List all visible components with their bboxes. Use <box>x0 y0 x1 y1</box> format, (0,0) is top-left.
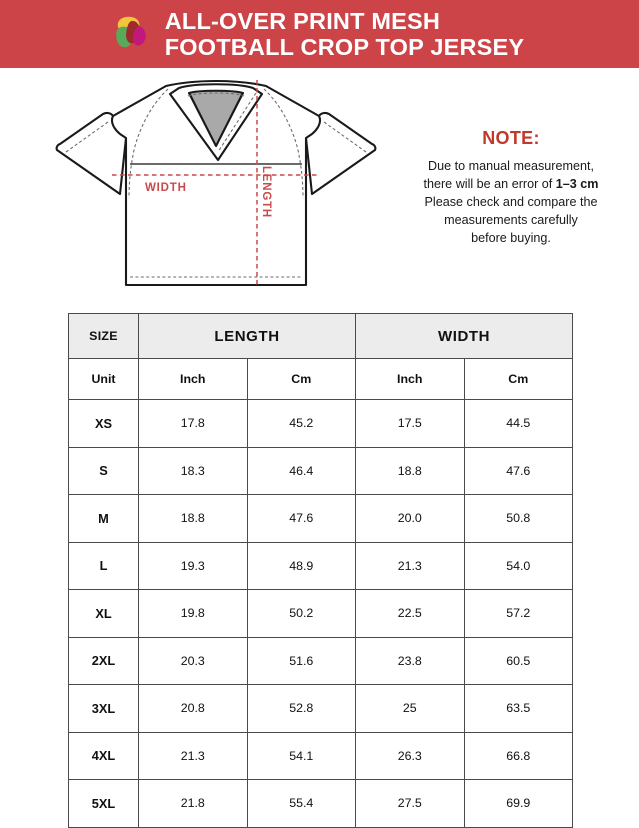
cell-size: XS <box>69 400 139 448</box>
title-line-2: FOOTBALL CROP TOP JERSEY <box>164 34 525 60</box>
cell-width-inch: 18.8 <box>356 447 465 495</box>
header-length: LENGTH <box>139 314 356 359</box>
cell-size: M <box>69 495 139 543</box>
colored-petals-logo-icon <box>107 11 153 57</box>
cell-width-inch: 22.5 <box>356 590 465 638</box>
cell-width-cm: 69.9 <box>464 780 573 828</box>
header-banner <box>0 0 639 68</box>
cell-size: 2XL <box>69 637 139 685</box>
cell-length-cm: 46.4 <box>247 447 356 495</box>
cell-length-cm: 54.1 <box>247 732 356 780</box>
cell-length-inch: 21.8 <box>139 780 248 828</box>
page-title <box>165 8 525 61</box>
cell-width-cm: 44.5 <box>464 400 573 448</box>
cell-width-cm: 66.8 <box>464 732 573 780</box>
table-row <box>69 780 573 828</box>
header-size: SIZE <box>69 314 139 359</box>
unit-length-cm: Cm <box>247 359 356 400</box>
table-row <box>69 447 573 495</box>
cell-width-inch: 26.3 <box>356 732 465 780</box>
cell-width-inch: 25 <box>356 685 465 733</box>
table-row <box>69 542 573 590</box>
cell-length-cm: 48.9 <box>247 542 356 590</box>
cell-length-cm: 55.4 <box>247 780 356 828</box>
cell-width-inch: 27.5 <box>356 780 465 828</box>
cell-length-inch: 17.8 <box>139 400 248 448</box>
cell-width-cm: 63.5 <box>464 685 573 733</box>
note-title: NOTE: <box>482 128 540 148</box>
cell-width-inch: 17.5 <box>356 400 465 448</box>
length-label: LENGTH <box>260 165 272 219</box>
note-line-1: Due to manual measurement, <box>428 159 594 173</box>
note-tolerance-value: 1–3 cm <box>555 176 599 191</box>
note-line-2-text: there will be an error of <box>423 176 556 191</box>
note-line-5: before buying. <box>471 230 551 245</box>
cell-width-cm: 47.6 <box>464 447 573 495</box>
cell-width-cm: 54.0 <box>464 542 573 590</box>
cell-length-inch: 19.3 <box>139 542 248 590</box>
cell-length-inch: 19.8 <box>139 590 248 638</box>
note-line-4: measurements carefully <box>444 212 578 227</box>
size-chart-body <box>69 314 573 828</box>
unit-width-inch: Inch <box>356 359 465 400</box>
unit-length-inch: Inch <box>139 359 248 400</box>
cell-width-cm: 57.2 <box>464 590 573 638</box>
cell-length-cm: 45.2 <box>247 400 356 448</box>
cell-width-cm: 50.8 <box>464 495 573 543</box>
cell-size: 5XL <box>69 780 139 828</box>
note-block <box>390 128 632 247</box>
unit-label: Unit <box>69 359 139 400</box>
cell-width-inch: 23.8 <box>356 637 465 685</box>
table-row <box>69 495 573 543</box>
title-line-1: ALL-OVER PRINT MESH <box>164 7 441 34</box>
cell-size: S <box>69 447 139 495</box>
cell-width-inch: 20.0 <box>356 495 465 543</box>
table-row <box>69 685 573 733</box>
cell-length-inch: 21.3 <box>139 732 248 780</box>
cell-length-inch: 20.3 <box>139 637 248 685</box>
cell-length-inch: 18.3 <box>139 447 248 495</box>
cell-length-cm: 47.6 <box>247 495 356 543</box>
table-row <box>69 637 573 685</box>
cell-size: L <box>69 542 139 590</box>
cell-length-cm: 52.8 <box>247 685 356 733</box>
cell-length-cm: 51.6 <box>247 637 356 685</box>
cell-length-inch: 18.8 <box>139 495 248 543</box>
header-width: WIDTH <box>356 314 573 359</box>
cell-size: 3XL <box>69 685 139 733</box>
table-row <box>69 400 573 448</box>
note-line-3: Please check and compare the <box>424 194 598 209</box>
cell-size: XL <box>69 590 139 638</box>
jersey-illustration <box>48 74 398 306</box>
note-body <box>390 158 632 247</box>
table-row <box>69 590 573 638</box>
table-row <box>69 732 573 780</box>
size-chart-table <box>68 313 573 828</box>
note-line-2 <box>390 176 632 194</box>
header-banner-content <box>107 8 525 61</box>
cell-size: 4XL <box>69 732 139 780</box>
width-label: WIDTH <box>145 182 187 194</box>
cell-length-inch: 20.8 <box>139 685 248 733</box>
cell-length-cm: 50.2 <box>247 590 356 638</box>
cell-width-cm: 60.5 <box>464 637 573 685</box>
table-unit-row <box>69 359 573 400</box>
cell-width-inch: 21.3 <box>356 542 465 590</box>
table-group-header-row <box>69 314 573 359</box>
unit-width-cm: Cm <box>464 359 573 400</box>
